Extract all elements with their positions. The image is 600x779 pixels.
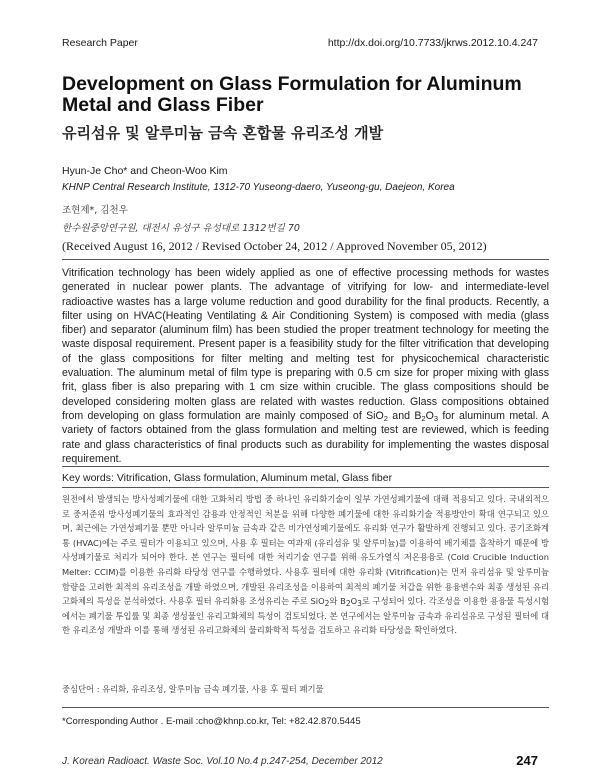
paper-title-english: Development on Glass Formulation for Aluminum Metal and Glass Fiber bbox=[62, 73, 522, 116]
paper-title-korean: 유리섬유 및 알루미늄 금속 혼합물 유리조성 개발 bbox=[62, 124, 384, 142]
divider-middle bbox=[62, 466, 549, 467]
divider-top bbox=[62, 259, 549, 260]
header-doi-link[interactable]: http://dx.doi.org/10.7733/jkrws.2012.10.4.247 bbox=[327, 37, 538, 49]
affiliation-korean: 한수원중앙연구원, 대전시 유성구 유성대로 1312번길 70 bbox=[62, 223, 300, 234]
keywords-korean: 중심단어 : 유리화, 유리조성, 알루미늄 금속 폐기물, 사용 후 필터 폐기물 bbox=[62, 684, 324, 694]
divider-keywords bbox=[62, 487, 549, 488]
corresponding-author: *Corresponding Author . E-mail :cho@khnp.co.kr, Tel: +82.42.870.5445 bbox=[62, 716, 361, 727]
header-paper-type: Research Paper bbox=[62, 37, 138, 49]
authors-korean: 조현제*, 김천우 bbox=[62, 205, 128, 216]
received-dates: (Received August 16, 2012 / Revised October 24, 2012 / Approved November 05, 2012) bbox=[62, 239, 487, 253]
journal-citation: J. Korean Radioact. Waste Soc. Vol.10 No.4 p.247-254, December 2012 bbox=[62, 756, 383, 767]
divider-bottom bbox=[62, 707, 549, 708]
abstract-korean: 원전에서 발생되는 방사성폐기물에 대한 고화처리 방법 중 하나인 유리화기술이 일부 가연성폐기물에 대해 적용되고 있다. 국내외적으로 중저준위 방사성폐기물의 효과적인 감용과 안정적인 처분을 위해 다양한 폐기물에 대한 유리화기술 적용방안이 확대 연구되고 있으며, 최근에는 가연성폐기물 뿐만 아니라 알루미늄 금속과 같은 비가연성폐기물에도 유리화 연구가 활발하게 진행되고 있다. 공기조화계통 (HVAC)에는 주로 필터가 이용되고 있으며, 사용 후 필터는 여과재 (유리섬유 및 알루미늄)를 이용하여 배기체를 흡착하기 때문에 방사성폐기물로 처리가 되어야 한다. 본 연구는 필터에 대한 처리기술 연구를 위해 유도가열식 저온용융로 (Cold Crucible Induction Melter: CCIM)를 이용한 유리화 타당성 연구를 수행하였다. 사용후 필터에 대한 유리화 (Vitrification)는 먼저 유리섬유 및 알루미늄 함량을 고려한 최적의 유리조성을 개발 하였으며, 개발된 유리조성을 이용하여 최적의 폐기물 처갑을 위한 용융변수와 최종 생성된 유리고화체의 특성을 분석하였다. 사용후 필터 유리화용 조성유리는 주로 SiO$_2$와 $B_2O_3$로 구성되어 있다. 각조성을 이용한 용융물 특성시험에서는 폐기물 투입률 및 최종 생성물인 유리고화체의 특성이 검토되었다. 본 연구에서는 알루미늄 금속과 유리섬유로 구성된 필터에 대한 유리조성 개발과 이를 통해 생성된 유리고화체의 물리화학적 특성을 검토하고 유리화 타당성을 확인하였다. bbox=[62, 494, 549, 636]
abstract-english: Vitrification technology has been widely applied as one of effective processing methods for wastes generated in nuclear power plants. The advantage of vitrifying for low- and intermediate-level radioactive wastes has a large volume reduction and good durability for the final products. Recently, a filter using on HVAC(Heating Ventilating & Air Conditioning System) is composed with media (glass fiber) and separator (aluminum film) has been studied the proper treatment technology for meeting the waste disposal requirement. Present paper is a feasibility study for the filter vitrification that developing of the glass compositions for filter melting and melting test for physicochemical characteristic evaluation. The aluminum metal of film type is preparing with 0.5 cm size for proper mixing with glass frit, glass fiber is also preparing with 1 cm size within crucible. The glass compositions should be developed considering molten glass are related with wastes reduction. Glass compositions obtained from developing on glass formulation are mainly composed of SiO$_2$ and $B_2O_3$ for aluminum metal. A variety of factors obtained from the glass formulation and melting test are reviewed, which is feeding rate and glass characteristics of final products such as durability for implementing the wastes disposal requirement. bbox=[62, 267, 549, 465]
keywords-english: Key words: Vitrification, Glass formulation, Aluminum metal, Glass fiber bbox=[62, 472, 393, 484]
page-number: 247 bbox=[516, 753, 538, 768]
affiliation-english: KHNP Central Research Institute, 1312-70 Yuseong-daero, Yuseong-gu, Daejeon, Korea bbox=[62, 182, 455, 193]
authors-english: Hyun-Je Cho* and Cheon-Woo Kim bbox=[62, 165, 228, 177]
